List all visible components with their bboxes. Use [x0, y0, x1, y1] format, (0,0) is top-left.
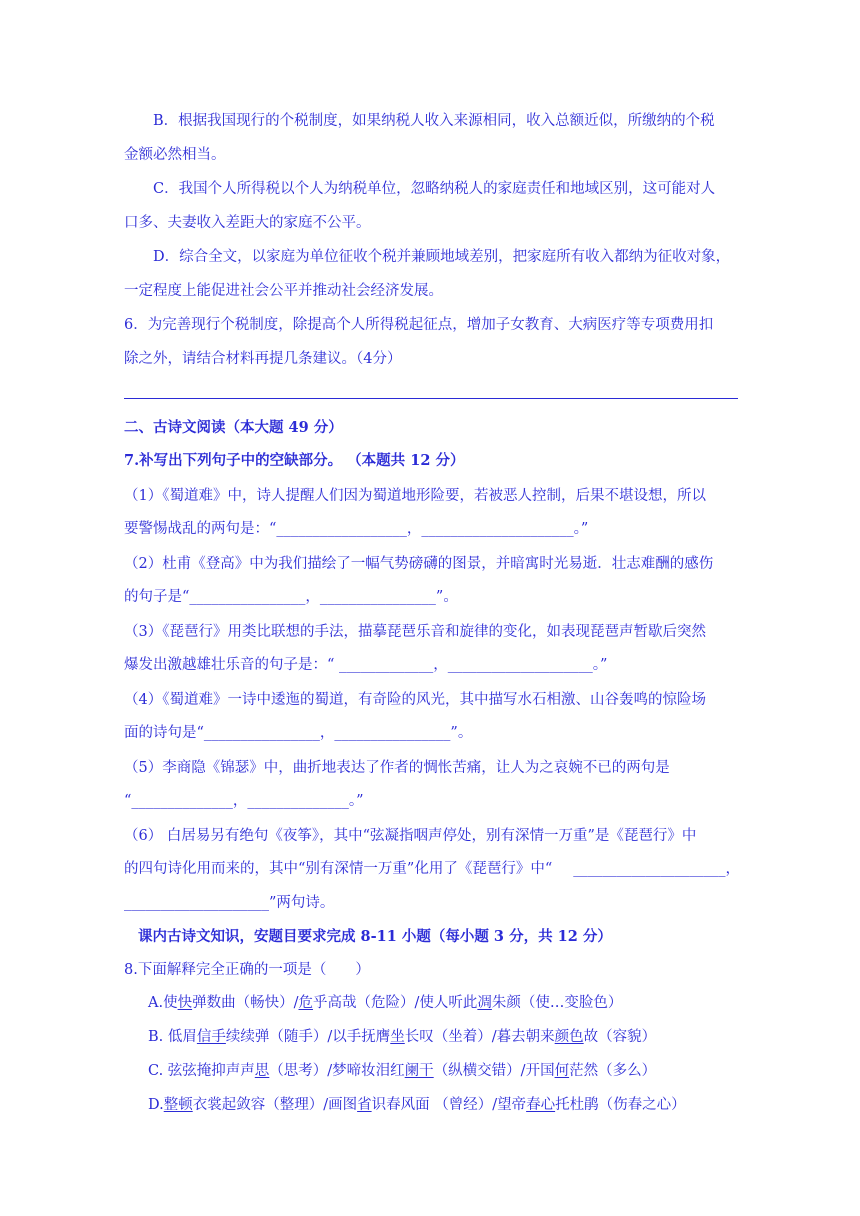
- section-intro: 课内古诗文知识，安题目要求完成 8-11 小题（每小题 3 分，共 12 分）: [138, 928, 612, 945]
- option-d-text: 识春风面 （曾经）/望帝: [371, 1097, 527, 1113]
- question-8-option-d: [148, 1095, 764, 1115]
- option-a-text: 乎高哉（危险）/使人听此: [312, 995, 478, 1011]
- option-a-keyword: 凋: [477, 995, 492, 1011]
- answer-line: [124, 398, 738, 399]
- option-a-keyword: 危: [298, 995, 313, 1011]
- option-d-text: D.: [148, 1097, 164, 1113]
- option-c-line2: 口多、夫妻收入差距大的家庭不公平。: [124, 215, 371, 231]
- option-d-line2: 一定程度上能促进社会公平并推动社会经济发展。: [124, 283, 443, 299]
- q7-item2-line2: 的句子是“________________，________________”。: [124, 589, 458, 605]
- option-b-keyword: 信手: [196, 1029, 226, 1045]
- option-d-line1: D．综合全文，以家庭为单位征收个税并兼顾地域差别，把家庭所有收入都纳为征收对象，: [153, 249, 731, 265]
- option-d-keyword: 春心: [526, 1097, 556, 1113]
- question-8-heading: 8.下面解释完全正确的一项是（ ）: [124, 962, 370, 978]
- option-b-text: B. 低眉: [148, 1029, 197, 1045]
- option-a-text: A.使: [148, 995, 178, 1011]
- q7-item3-line1: （3）《琵琶行》用类比联想的手法，描摹琵琶乐音和旋律的变化，如表现琵琶声暂歇后突然: [124, 624, 706, 640]
- question-8-option-c: [148, 1061, 764, 1081]
- q7-item3-line2: 爆发出激越雄壮乐音的句子是：“ _____________，____________________。”: [124, 657, 608, 673]
- option-b-keyword: 坐: [390, 1029, 405, 1045]
- option-c-keyword: 何: [554, 1063, 570, 1079]
- option-b-line2: 金额必然相当。: [124, 147, 226, 163]
- question-6-line2: 除之外，请结合材料再提几条建议。（4分）: [124, 351, 402, 367]
- section-2-heading: 二、古诗文阅读（本大题 49 分）: [124, 419, 343, 436]
- option-d-text: 衣裳起敛容（整理）/画图: [192, 1097, 358, 1113]
- q7-item6-line2: [124, 859, 740, 879]
- option-c-text: （思考）/梦啼妆泪红: [269, 1063, 405, 1079]
- q7-item5-line2: “______________，______________。”: [124, 793, 364, 809]
- option-b-text: 续续弹（随手）/以手抚膺: [225, 1029, 391, 1045]
- option-c-line1: C．我国个人所得税以个人为纳税单位，忽略纳税人的家庭责任和地域区别，这可能对人: [153, 181, 716, 197]
- option-a-keyword: 快: [177, 995, 193, 1011]
- option-d-keyword: 省: [357, 1097, 372, 1113]
- option-d-text: 托杜鹃（伤春之心）: [555, 1097, 686, 1113]
- q7-item1-line2: 要警惕战乱的两句是：“__________________，_____________________。”: [124, 521, 589, 537]
- option-a-text: 朱颜（使…变脸色）: [491, 995, 623, 1011]
- q7-item1-line1: （1）《蜀道难》中，诗人提醒人们因为蜀道地形险要，若被恶人控制，后果不堪设想，所以: [124, 488, 706, 504]
- option-c-text: （纵横交错）/开国: [433, 1063, 555, 1079]
- q7-item6-line2-text: 的四句诗化用而来的，其中“别有深情一万重”化用了《琵琶行》中“: [124, 861, 553, 877]
- question-7-heading: 7.补写出下列句子中的空缺部分。 （本题共 12 分）: [124, 452, 465, 469]
- option-b-keyword: 颜色: [554, 1029, 584, 1045]
- question-8-option-b: [148, 1027, 764, 1047]
- question-8-option-a: [148, 993, 764, 1013]
- question-6-line1: 6．为完善现行个税制度，除提高个人所得税起征点，增加子女教育、大病医疗等专项费用扣: [124, 317, 714, 333]
- q7-item6-line1: （6） 白居易另有绝句《夜筝》，其中“弦凝指咽声停处，别有深情一万重”是《琵琶行》中: [124, 828, 697, 844]
- q7-item4-line2: 面的诗句是“________________，________________”。: [124, 725, 473, 741]
- option-b-line1: B．根据我国现行的个税制度，如果纳税人收入来源相同，收入总额近似，所缴纳的个税: [153, 113, 715, 129]
- q7-item6-line2-blank: _____________________，: [573, 861, 740, 877]
- option-b-text: 长叹（坐着）/暮去朝来: [404, 1029, 555, 1045]
- option-c-keyword: 思: [254, 1063, 270, 1079]
- option-b-text: 故（容貌）: [583, 1029, 657, 1045]
- q7-item2-line1: （2）杜甫《登高》中为我们描绘了一幅气势磅礴的图景，并暗寓时光易逝．壮志难酬的感伤: [124, 556, 714, 572]
- q7-item5-line1: （5）李商隐《锦瑟》中，曲折地表达了作者的惆怅苦痛，让人为之哀婉不已的两句是: [124, 760, 670, 776]
- option-c-text: C. 弦弦掩抑声声: [148, 1063, 255, 1079]
- option-c-keyword: 阑干: [404, 1063, 434, 1079]
- option-d-keyword: 整顿: [163, 1097, 193, 1113]
- q7-item6-line3: ____________________”两句诗。: [124, 895, 335, 911]
- option-a-text: 弹数曲（畅快）/: [192, 995, 299, 1011]
- q7-item4-line1: （4）《蜀道难》一诗中逶迤的蜀道，有奇险的风光，其中描写水石相激、山谷轰鸣的惊险场: [124, 692, 706, 708]
- option-c-text: 茫然（多么）: [569, 1063, 657, 1079]
